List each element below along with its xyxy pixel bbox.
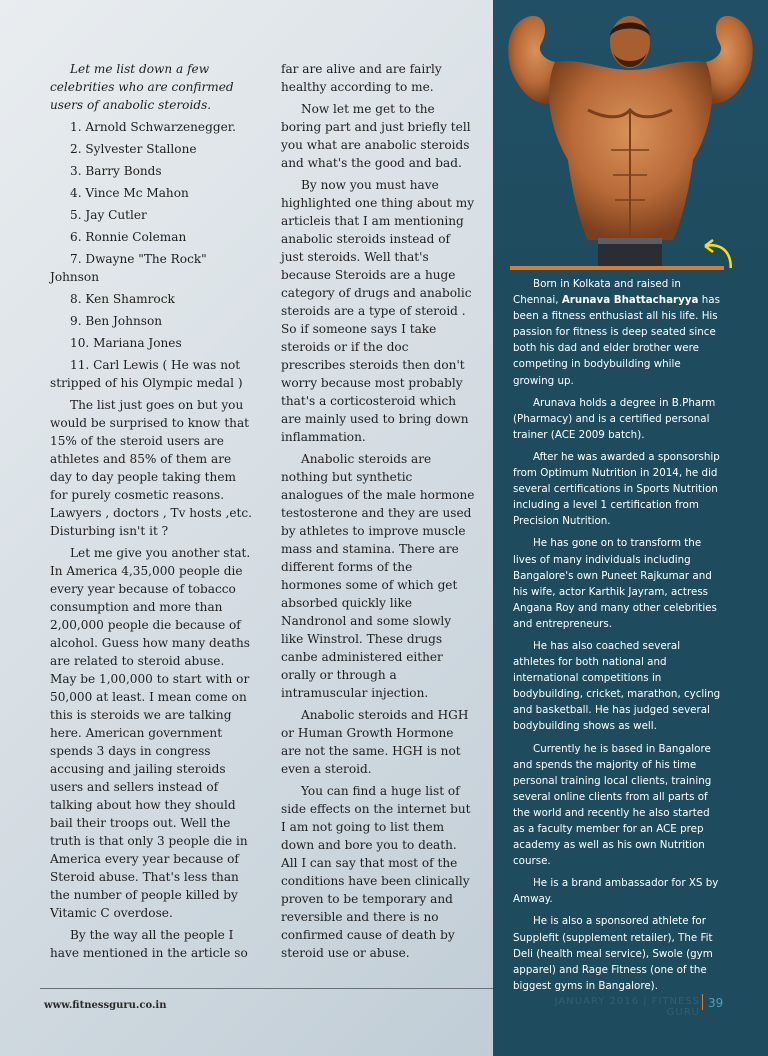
col1-paragraph: By the way all the people I have mentioned in the article so <box>50 928 248 960</box>
bodybuilder-photo <box>493 0 768 268</box>
article-column-2 <box>281 60 475 966</box>
col1-paragraph: 7. Dwayne "The Rock" Johnson <box>50 252 207 284</box>
page-separator <box>702 994 703 1010</box>
col1-paragraph: 5. Jay Cutler <box>70 208 147 222</box>
accent-divider <box>510 266 724 270</box>
col2-paragraph: far are alive and are fairly healthy according to me. <box>281 62 442 94</box>
bio-paragraph: After he was awarded a sponsorship from Optimum Nutrition in 2014, he did several certifications in Sports Nutrition including a level 1 certification from Precision Nutrition. <box>513 450 720 528</box>
magazine-issue: JANUARY 2016 | FITNESS GURU <box>554 996 700 1018</box>
article-column-1 <box>50 60 252 966</box>
col2-paragraph: Now let me get to the boring part and just briefly tell you what are anabolic steroids and what's the good and bad. <box>281 102 471 170</box>
col1-paragraph: 10. Mariana Jones <box>70 336 182 350</box>
col1-paragraph: 9. Ben Johnson <box>70 314 163 328</box>
col1-paragraph: 6. Ronnie Coleman <box>70 230 187 244</box>
col1-paragraph: 1. Arnold Schwarzenegger. <box>70 120 237 134</box>
bio-paragraph: He is also a sponsored athlete for Supplefit (supplement retailer), The Fit Deli (health meal service), Swole (gym apparel) and Rage Fitness (one of the biggest gyms in Bangalore). <box>513 915 713 992</box>
col1-paragraph: Let me give you another stat. In America 4,35,000 people die every year because of tobacco consumption and more than 2,00,000 people die because of alcohol. Guess how many deaths are related to steroid abuse. May be 1,00,000 to start with or 50,000 at least. I mean come on this is steroids we are talking here. American government spends 3 days in congress accusing and jailing steroids users and sellers instead of talking about how they should bail their troops out. Well the truth is that only 3 people die in America every year because of Steroid abuse. That's less than the number of people killed by Vitamic C overdose. <box>50 546 251 920</box>
bio-paragraph: Arunava holds a degree in B.Pharm (Pharmacy) and is a certified personal trainer (ACE 2009 batch). <box>513 396 716 441</box>
col1-paragraph: 4. Vince Mc Mahon <box>70 186 189 200</box>
col2-paragraph: You can find a huge list of side effects on the internet but I am not going to list them down and bore you to death. All I can say that most of the conditions have been clinically proven to be temporary and reversible and there is no confirmed cause of death by steroid use or abuse. <box>281 784 471 960</box>
col1-paragraph: Let me list down a few celebrities who are confirmed users of anabolic steroids. <box>50 62 234 112</box>
bio-intro: Born in Kolkata and raised in Chennai, Arunava Bhattacharyya has been a fitness enthusiast all his life. His passion for fitness is deep seated since both his dad and elder brother were competing in bodybuilding while growing up. <box>513 278 720 387</box>
footer-divider <box>40 988 493 989</box>
col1-paragraph: 8. Ken Shamrock <box>70 292 175 306</box>
page-number: 39 <box>708 996 724 1010</box>
bio-paragraph: He has also coached several athletes for both national and international competitions in bodybuilding, cricket, marathon, cycling and basketball. He has judged several bodybuilding shows as well. <box>513 639 721 733</box>
col1-paragraph: 2. Sylvester Stallone <box>70 142 197 156</box>
author-bio <box>513 276 723 1000</box>
website-url: www.fitnessguru.co.in <box>44 1000 167 1011</box>
author-name: Arunava Bhattacharyya <box>561 294 699 307</box>
col1-paragraph: 11. Carl Lewis ( He was not stripped of his Olympic medal ) <box>50 358 243 390</box>
bio-paragraph: He has gone on to transform the lives of many individuals including Bangalore's own Puneet Rajkumar and his wife, actor Karthik Jayram, actress Angana Roy and many other celebrities and entrepreneurs. <box>513 537 717 630</box>
col1-paragraph: 3. Barry Bonds <box>70 164 162 178</box>
col2-paragraph: Anabolic steroids and HGH or Human Growth Hormone are not the same. HGH is not even a steroid. <box>281 708 469 776</box>
col2-paragraph: By now you must have highlighted one thing about my articleis that I am mentioning anabolic steroids instead of just steroids. Well that's because Steroids are a huge category of drugs and anabolic steroids are a type of steroid . So if someone says I take steroids or if the doc prescribes steroids then don't worry because most probably that's a corticosteroid which are mainly used to bring down inflammation. <box>281 178 475 444</box>
bio-paragraph: He is a brand ambassador for XS by Amway. <box>513 877 719 906</box>
col1-paragraph: The list just goes on but you would be surprised to know that 15% of the steroid users are athletes and 85% of them are day to day people taking them for purely cosmetic reasons. Lawyers , doctors , Tv hosts ,etc. Disturbing isn't it ? <box>50 398 252 538</box>
bio-paragraph: Currently he is based in Bangalore and spends the majority of his time personal training local clients, training several online clients from all parts of the world and recently he also started as a faculty member for an ACE prep academy as well as his own Nutrition course. <box>513 742 712 868</box>
col2-paragraph: Anabolic steroids are nothing but synthetic analogues of the male hormone testosterone and they are used by athletes to improve muscle mass and stamina. There are different forms of the hormones some of which get absorbed quickly like Nandronol and some slowly like Winstrol. These drugs canbe administered either orally or through a intramuscular injection. <box>281 452 475 700</box>
